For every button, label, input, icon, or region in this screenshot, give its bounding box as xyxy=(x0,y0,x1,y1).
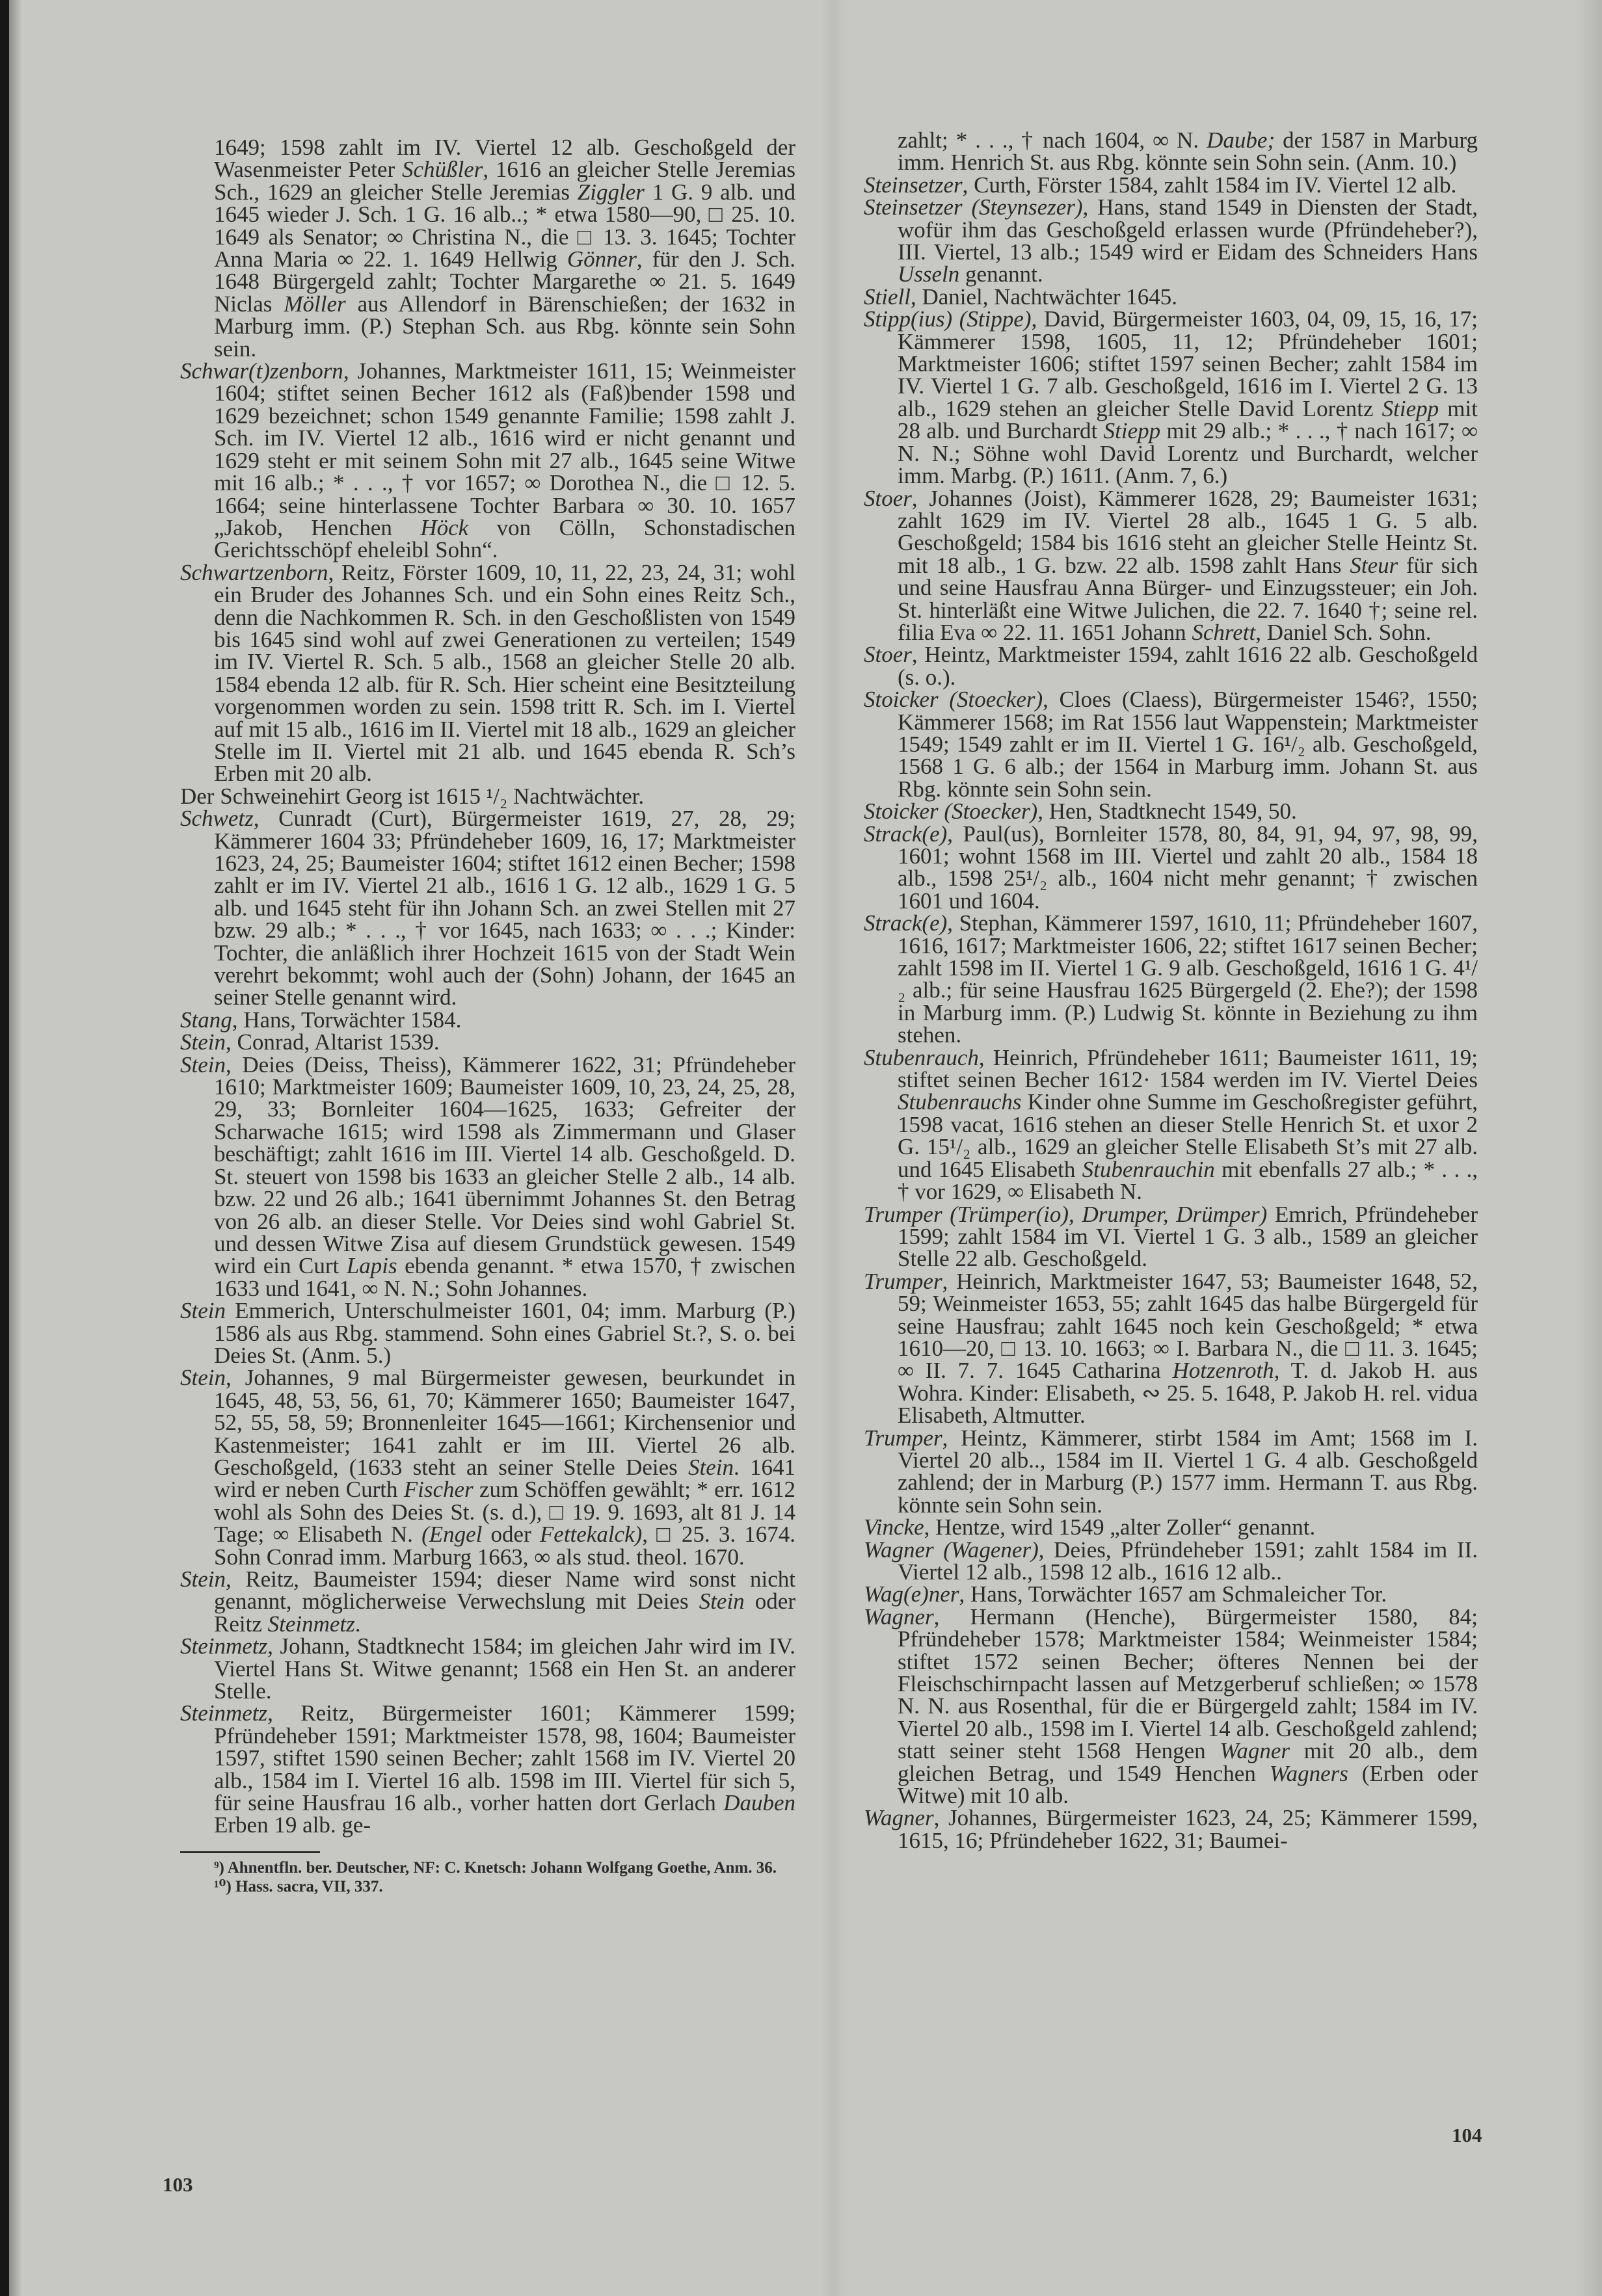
italic-name: Lapis xyxy=(346,1253,397,1279)
italic-name: Stiepp xyxy=(1382,395,1439,421)
italic-name: Vincke xyxy=(864,1514,924,1540)
italic-name: Fischer xyxy=(403,1477,474,1503)
entry-text: , Daniel, Nachtwächter 1645. xyxy=(910,284,1178,310)
entry-text: oder xyxy=(482,1522,540,1548)
italic-name: Stoicker (Stoecker) xyxy=(864,687,1043,713)
italic-name: Stein xyxy=(699,1589,745,1615)
page-number-left: 103 xyxy=(163,2173,193,2196)
entry-text: , Hen, Stadtknecht 1549, 50. xyxy=(1037,798,1297,825)
register-entry xyxy=(180,1031,795,1053)
entry-text: , Heinrich, Marktmeister 1647, 53; Baumeister 1648, 52, 59; Weinmeister 1653, 55; zahlt 1645 das halbe Bürgergeld für seine Hausfrau; zahlt 1645 noch kein Geschoßgeld; * etwa 1610—20, □ 13. 10. 1663; ∞ I. Barbara N., die □ 11. 3. 1645; ∞ II. 7. 7. 1645 Catharina xyxy=(898,1268,1478,1384)
entry-text: , Hans, stand 1549 in Diensten der Stadt, wofür ihm das Geschoßgeld erlassen wurde (Pfründeheber?), III. Viertel, 13 alb.; 1549 wird er Eidam des Schneiders Hans xyxy=(898,194,1478,265)
entry-text: Emmerich, Unterschulmeister 1601, 04; imm. Marburg (P.) 1586 als aus Rbg. stammend. Sohn eines Gabriel St.?, S. o. bei Deies St. (Anm. 5.) xyxy=(214,1298,795,1368)
entry-text: , Daniel Sch. Sohn. xyxy=(1255,619,1432,645)
entry-text: , Cloes (Claess), Bürgermeister 1546?, 1550; Kämmerer 1568; im Rat 1556 laut Wappenstein; Marktmeister 1549; 1549 zahlt er im II. Viertel 1 G. 16¹/₂ alb. Geschoßgeld, 1568 1 G. 6 alb.; der 1564 in Marburg imm. Johann St. aus Rbg. könnte sein Sohn sein. xyxy=(898,687,1478,802)
entry-text: , Hentze, wird 1549 „alter Zoller“ genannt. xyxy=(924,1514,1316,1540)
left-page-column xyxy=(180,137,795,1896)
entry-text: von Cölln, Schonstadischen Gerichtsschöpf eheleibl Sohn“. xyxy=(214,514,795,563)
register-entry xyxy=(180,360,795,562)
italic-name: Stein xyxy=(180,1365,226,1391)
register-entry xyxy=(864,485,1478,645)
italic-name: Steinsetzer (Steynsezer) xyxy=(864,194,1083,220)
register-entry xyxy=(864,1807,1478,1852)
italic-name: Stiepp xyxy=(1103,418,1161,444)
entry-text: für sich und seine Hausfrau Anna Bürger- und Einzugssteuer; ein Joh. St. hinterläßt eine Witwe Julichen, die 22. 7. 1640 †; seine rel. filia Eva ∞ 22. 11. 1651 Johann xyxy=(898,552,1478,645)
italic-name: Schwartzenborn xyxy=(180,559,328,585)
entry-text: Der Schweinehirt Georg ist 1615 ¹/₂ Nachtwächter. xyxy=(180,783,645,809)
italic-name: Stein xyxy=(180,1051,226,1077)
entry-text: genannt. xyxy=(959,261,1043,287)
right-entry-list xyxy=(864,129,1478,1852)
entry-continuation xyxy=(864,129,1478,174)
register-entry xyxy=(864,174,1478,196)
entry-text: . 1641 wird er neben Curth xyxy=(214,1454,796,1503)
italic-name: Trumper xyxy=(864,1268,942,1294)
register-entry xyxy=(180,1300,795,1367)
entry-text: , Stephan, Kämmerer 1597, 1610, 11; Pfründeheber 1607, 1616, 1617; Marktmeister 1606, 22; stiftet 1617 seinen Becher; zahlt 1598 im II. Viertel 1 G. 9 alb. Geschoßgeld, 1616 1 G. 4¹/₂ alb.; für seine Hausfrau 1625 Bürgergeld (2. Ehe?); der 1598 in Marburg imm. (P.) Ludwig St. könnte in Beziehung zu ihm stehen. xyxy=(898,910,1478,1048)
right-page-column xyxy=(864,129,1478,1852)
entry-text: mit ebenfalls 27 alb.; * . . ., † vor 1629, ∞ Elisabeth N. xyxy=(898,1156,1478,1205)
italic-name: Steur xyxy=(1350,552,1398,578)
register-entry xyxy=(180,1702,795,1836)
register-entry xyxy=(180,1635,795,1702)
italic-name: Gönner xyxy=(567,246,637,272)
italic-name: Stein xyxy=(688,1454,734,1480)
italic-name: Stiell xyxy=(864,284,911,310)
entry-text: , 1616 an gleicher Stelle Jeremias Sch., 1629 an gleicher Stelle Jeremias xyxy=(214,157,795,205)
register-entry xyxy=(864,644,1478,689)
italic-name: (Engel xyxy=(421,1522,483,1548)
page-number-right: 104 xyxy=(1452,2124,1482,2146)
register-entry xyxy=(864,1516,1478,1538)
entry-text: aus Allendorf in Bärenschießen; der 1632 in Marburg imm. (P.) Stephan Sch. aus Rbg. könnte sein Sohn sein. xyxy=(214,291,795,362)
entry-text: Kinder ohne Summe im Geschoßregister geführt, 1598 vacat, 1616 stehen an dieser Stelle Henrich St. et uxor 2 G. 15¹/₂ alb., 1629 an gleicher Stelle Elisabeth St’s mit 27 alb. und 1645 Elisabeth xyxy=(898,1089,1478,1182)
scan-edge-dark xyxy=(0,0,9,2296)
entry-text: zahlt; * . . ., † nach 1604, ∞ N. xyxy=(898,127,1207,153)
italic-name: Stubenrauchin xyxy=(1082,1156,1215,1182)
entry-text: , Cunradt (Curt), Bürgermeister 1619, 27, 28, 29; Kämmerer 1604 33; Pfründeheber 1609, 16, 17; Marktmeister 1623, 24, 25; Baumeister 1604; stiftet 1612 einen Becher; 1598 zahlt er im IV. Viertel 21 alb., 1616 1 G. 12 alb., 1629 1 G. 5 alb. und 1645 steht für ihn Johann Sch. an zwei Stellen mit 27 bzw. 29 alb.; * . . ., † vor 1645, nach 1633; ∞ . . .; Kinder: Tochter, die anläßlich ihrer Hochzeit 1615 von der Stadt Wein verehrt bekommt; wohl auch der (Sohn) Johann, der 1645 an seiner Stelle genannt wird. xyxy=(214,806,795,1010)
scan-edge-shadow xyxy=(9,0,22,2296)
entry-text: , Reitz, Bürgermeister 1601; Kämmerer 1599; Pfründeheber 1591; Marktmeister 1578, 98, 1604; Baumeister 1597, stiftet 1590 seinen Becher; zahlt 1568 im IV. Viertel 20 alb., 1584 im I. Viertel 16 alb. 1598 im III. Viertel für sich 5, für seine Hausfrau 16 alb., vorher hatten dort Gerlach xyxy=(214,1700,795,1816)
italic-name: Stein xyxy=(180,1298,226,1324)
scan-edge-right xyxy=(1576,0,1602,2296)
footnote-10: ¹⁰) Hass. sacra, VII, 337. xyxy=(214,1877,383,1895)
entry-text: mit 20 alb., dem gleichen Betrag, und 1549 Henchen xyxy=(898,1738,1478,1786)
entry-text: Erben 19 alb. ge- xyxy=(214,1812,371,1838)
entry-text: , Heintz, Marktmeister 1594, zahlt 1616 22 alb. Geschoßgeld (s. o.). xyxy=(898,642,1478,690)
italic-name: Wagner xyxy=(864,1603,934,1630)
register-entry xyxy=(864,1044,1478,1205)
italic-name: Stein xyxy=(180,1566,226,1592)
entry-text: , Johannes, 9 mal Bürgermeister gewesen, beurkundet in 1645, 48, 53, 56, 61, 70; Kämmerer 1650; Baumeister 1647, 52, 55, 58, 59; Bronnenleiter 1645—1661; Kirchensenior und Kastenmeister; 1641 zahlt er im III. Viertel 26 alb. Geschoßgeld, (1633 steht an seiner Stelle Deies xyxy=(214,1365,795,1480)
italic-name: Schrett xyxy=(1192,619,1256,645)
entry-text: , Hans, Torwächter 1584. xyxy=(232,1007,462,1033)
entry-text: , Reitz, Förster 1609, 10, 11, 22, 23, 24, 31; wohl ein Bruder des Johannes Sch. und ein Sohn eines Reitz Sch., denn die Nachkommen R. Sch. in den Geschoßlisten von 1549 bis 1645 sind wohl auf zwei Generationen zu verteilen; 1549 im IV. Viertel R. Sch. 5 alb., 1568 an gleicher Stelle 20 alb. 1584 ebenda 12 alb. für R. Sch. Hier scheint eine Besitzteilung vorgenommen worden zu sein. 1598 tritt R. Sch. im I. Viertel auf mit 15 alb., 1616 im II. Viertel mit 18 alb., 1629 an gleicher Stelle im II. Viertel mit 21 alb. und 1645 ebenda R. Sch’s Erben mit 20 alb. xyxy=(214,559,795,787)
italic-name: Schwetz xyxy=(180,806,254,832)
entry-text: , Conrad, Altarist 1539. xyxy=(225,1029,440,1055)
entry-text: , Heinrich, Pfründeheber 1611; Baumeister 1611, 19; stiftet seinen Becher 1612· 1584 werden im IV. Viertel Deies xyxy=(898,1044,1478,1093)
register-entry xyxy=(864,308,1478,487)
italic-name: Schwar(t)zenborn xyxy=(180,358,343,384)
entry-continuation xyxy=(180,137,795,360)
italic-name: Strack(e) xyxy=(864,821,948,847)
register-entry xyxy=(180,808,795,1009)
register-entry xyxy=(864,196,1478,286)
italic-name: Ziggler xyxy=(577,179,645,205)
entry-text: zum Schöffen gewählt; * err. 1612 wohl als Sohn des Deies St. (s. d.), □ 19. 9. 1693, alt 81 J. 14 Tage; ∞ Elisabeth N. xyxy=(214,1477,796,1548)
italic-name: Usseln xyxy=(898,261,960,287)
register-entry xyxy=(180,1009,795,1031)
entry-text: oder Reitz xyxy=(214,1589,795,1637)
entry-text: , Curth, Förster 1584, zahlt 1584 im IV. Viertel 12 alb. xyxy=(962,172,1457,198)
entry-text: mit 29 alb.; * . . ., † nach 1617; ∞ N. N.; Söhne wohl David Lorentz und Burchardt, welcher imm. Marbg. (P.) 1611. (Anm. 7, 6.) xyxy=(898,418,1478,489)
register-entry xyxy=(180,1051,795,1301)
italic-name: Möller xyxy=(284,291,346,317)
entry-text: Emrich, Pfründeheber 1599; zahlt 1584 im VI. Viertel 1 G. 3 alb., 1589 an gleicher Stelle 22 alb. Geschoßgeld. xyxy=(898,1201,1478,1272)
italic-name: Stipp(ius) (Stippe) xyxy=(864,306,1032,332)
register-entry xyxy=(180,1568,795,1635)
entry-text: , David, Bürgermeister 1603, 04, 09, 15, 16, 17; Kämmerer 1598, 1605, 11, 12; Pfründeheber 1601; Marktmeister 1606; stiftet 1597 seinen Becher; zahlt 1584 im IV. Viertel 1 G. 7 alb. Geschoßgeld, 1616 im I. Viertel 2 G. 13 alb., 1629 stehen an gleicher Stelle David Lorentz xyxy=(898,306,1478,421)
italic-name: Steinsetzer xyxy=(864,172,963,198)
entry-text: . xyxy=(354,1611,361,1637)
entry-text: der 1587 in Marburg imm. Henrich St. aus Rbg. könnte sein Sohn sein. (Anm. 10.) xyxy=(898,127,1478,176)
register-entry xyxy=(864,689,1478,800)
register-entry xyxy=(180,1367,795,1568)
register-entry xyxy=(864,1201,1478,1272)
footnote-rule xyxy=(180,1851,320,1853)
register-entry xyxy=(864,912,1478,1046)
entry-text: (Erben oder Witwe) mit 10 alb. xyxy=(898,1760,1478,1809)
italic-name: Stoicker (Stoecker) xyxy=(864,798,1038,825)
italic-name: Stubenrauch xyxy=(864,1044,979,1070)
italic-name: Stoer xyxy=(864,485,912,511)
entry-text: , Paul(us), Bornleiter 1578, 80, 84, 91, 94, 97, 98, 99, 1601; wohnt 1568 im III. Viertel und zahlt 20 alb., 1584 18 alb., 1598 25¹/₂ alb., 1604 nicht mehr genannt; † zwischen 1601 und 1604. xyxy=(898,821,1478,914)
register-entry xyxy=(864,800,1478,823)
italic-name: Stubenrauchs xyxy=(898,1089,1022,1115)
register-entry xyxy=(864,823,1478,913)
entry-text: mit 28 alb. und Burchardt xyxy=(898,395,1478,444)
italic-name: Steinmetz xyxy=(267,1611,355,1637)
italic-name: Höck xyxy=(420,514,469,540)
italic-name: Wagner (Wagener) xyxy=(864,1537,1039,1563)
italic-name: Stein xyxy=(180,1029,226,1055)
italic-name: Trumper xyxy=(864,1425,942,1451)
register-entry xyxy=(864,1268,1478,1429)
register-entry xyxy=(180,785,795,808)
entry-text: 1 G. 9 alb. und 1645 wieder J. Sch. 1 G. 16 alb..; * etwa 1580—90, □ 25. 10. 1649 als Senator; ∞ Christina N., die □ 13. 3. 1645; Tochter Anna Maria ∞ 22. 1. 1649 Hellwig xyxy=(214,179,795,272)
italic-name: Dauben xyxy=(723,1790,795,1816)
italic-name: Wagner xyxy=(1220,1738,1290,1764)
entry-text: , Hermann (Henche), Bürgermeister 1580, 84; Pfründeheber 1578; Marktmeister 1584; Weinmeister 1584; stiftet 1572 seinen Becher; öfteres Nennen bei der Fleischschirnpacht lassen auf Metzgerberuf schließen; ∞ 1578 N. N. aus Rosenthal, für die er Bürgergeld zahlt; 1584 im IV. Viertel 20 alb., 1598 im I. Viertel 14 alb. Geschoßgeld zahlend; statt seiner steht 1568 Hengen xyxy=(898,1603,1478,1764)
italic-name: Schüßler xyxy=(401,157,483,183)
italic-name: Wag(e)ner xyxy=(864,1581,959,1607)
entry-text: , Hans, Torwächter 1657 am Schmaleicher Tor. xyxy=(959,1581,1387,1607)
italic-name: Wagner xyxy=(864,1805,934,1831)
entry-text: , T. d. Jakob H. aus Wohra. Kinder: Elisabeth, ∾ 25. 5. 1648, P. Jakob H. rel. vidua Elisabeth, Altmutter. xyxy=(898,1358,1478,1429)
register-entry xyxy=(180,559,795,787)
italic-name: Trumper (Trümper(io), Drumper, Drümper) xyxy=(864,1201,1268,1227)
page-fold xyxy=(821,0,847,2296)
entry-text: , Johannes, Marktmeister 1611, 15; Weinmeister 1604; stiftet seinen Becher 1612 als (Faß)bender 1598 und 1629 bezeichnet; schon 1549 genannte Familie; 1598 zahlt J. Sch. im IV. Viertel 12 alb., 1616 wird er nicht genannt und 1629 steht er mit seinem Sohn mit 27 alb., 1645 seine Witwe mit 16 alb.; * . . ., † vor 1657; ∞ Dorothea N., die □ 12. 5. 1664; seine hinterlassene Tochter Barbara ∞ 30. 10. 1657 „Jakob, Henchen xyxy=(214,358,795,540)
entry-text: , Johannes, Bürgermeister 1623, 24, 25; Kämmerer 1599, 1615, 16; Pfründeheber 1622, 31; Baumei- xyxy=(898,1805,1478,1853)
entry-text: , Johann, Stadtknecht 1584; im gleichen Jahr wird im IV. Viertel Hans St. Witwe genannt; 1568 ein Hen St. an anderer Stelle. xyxy=(214,1633,795,1704)
register-entry xyxy=(864,1603,1478,1809)
italic-name: Stoer xyxy=(864,642,912,668)
left-entry-list xyxy=(180,137,795,1837)
entry-text: , Deies (Deiss, Theiss), Kämmerer 1622, 31; Pfründeheber 1610; Marktmeister 1609; Baumeister 1609, 10, 23, 24, 25, 28, 29, 33; Bornleiter 1604—1625, 1633; Gefreiter der Scharwache 1615; wird 1598 als Zimmermann und Glaser beschäftigt; zahlt 1616 im III. Viertel 14 alb. Geschoßgeld. D. St. steuert von 1598 bis 1633 an gleicher Stelle 2 alb., 14 alb. bzw. 22 und 26 alb.; 1641 übernimmt Johannes St. den Betrag von 26 alb. an dieser Stelle. Vor Deies sind wohl Gabriel St. und dessen Witwe Zisa auf diesem Grundstück gewesen. 1549 wird ein Curt xyxy=(214,1051,795,1279)
register-entry xyxy=(864,286,1478,308)
entry-text: ebenda genannt. * etwa 1570, † zwischen 1633 und 1641, ∞ N. N.; Sohn Johannes. xyxy=(214,1253,795,1301)
register-entry xyxy=(864,1539,1478,1584)
register-entry xyxy=(864,1427,1478,1517)
italic-name: Hotzenroth xyxy=(1172,1358,1274,1384)
entry-text: , Reitz, Baumeister 1594; dieser Name wird sonst nicht genannt, möglicherweise Verwechslung mit Deies xyxy=(214,1566,795,1615)
italic-name: Stang xyxy=(180,1007,232,1033)
entry-text: , Deies, Pfründeheber 1591; zahlt 1584 im II. Viertel 12 alb., 1598 12 alb., 1616 12 alb.. xyxy=(898,1537,1478,1585)
italic-name: Steinmetz xyxy=(180,1700,268,1726)
italic-name: Daube; xyxy=(1207,127,1275,153)
entry-text: , für den J. Sch. 1648 Bürgergeld zahlt; Tochter Margarethe ∞ 21. 5. 1649 Niclas xyxy=(214,246,795,317)
entry-text: 1649; 1598 zahlt im IV. Viertel 12 alb. Geschoßgeld der Wasenmeister Peter xyxy=(214,135,795,183)
italic-name: Strack(e) xyxy=(864,910,948,936)
entry-text: , Heintz, Kämmerer, stirbt 1584 im Amt; 1568 im I. Viertel 20 alb.., 1584 im II. Viertel 1 G. 4 alb. Geschoßgeld zahlend; der in Marburg (P.) 1577 imm. Hermann T. aus Rbg. könnte sein Sohn sein. xyxy=(898,1425,1478,1518)
register-entry xyxy=(864,1583,1478,1605)
italic-name: Wagners xyxy=(1269,1760,1348,1786)
italic-name: Fettekalck) xyxy=(539,1522,643,1548)
entry-text: , □ 25. 3. 1674. Sohn Conrad imm. Marburg 1663, ∞ als stud. theol. 1670. xyxy=(214,1522,795,1570)
italic-name: Steinmetz xyxy=(180,1633,268,1659)
entry-text: , Johannes (Joist), Kämmerer 1628, 29; Baumeister 1631; zahlt 1629 im IV. Viertel 28 alb., 1645 1 G. 5 alb. Geschoßgeld; 1584 bis 1616 steht an gleicher Stelle Heintz St. mit 18 alb., 1 G. bzw. 22 alb. 1598 zahlt Hans xyxy=(898,485,1478,578)
footnote-9: ⁹) Ahnentfln. ber. Deutscher, NF: C. Knetsch: Johann Wolfgang Goethe, Anm. 36. xyxy=(214,1858,777,1877)
